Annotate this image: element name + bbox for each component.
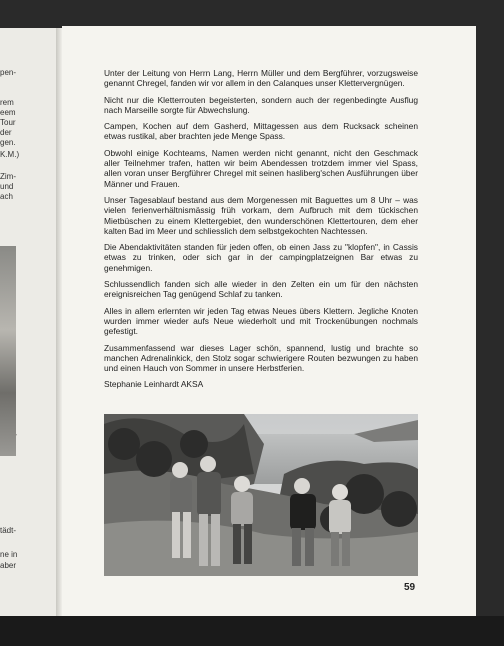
left-page-text-fragment: ne in bbox=[0, 550, 18, 559]
left-page-text-fragment: eem bbox=[0, 108, 16, 117]
left-page-text-fragment: und bbox=[0, 182, 14, 191]
author-signature: Stephanie Leinhardt AKSA bbox=[104, 379, 204, 390]
left-page-text-fragment: ach bbox=[0, 192, 13, 201]
left-page-text-fragment: K.M.) bbox=[0, 150, 20, 159]
paragraph-9: Zusammenfassend war dieses Lager schön, spannend, lustig und brachte so manchen Adrenalinkick, den Stolz sogar schwierigere Routen bezwungen zu haben und einen Hauch von Sommer in unsere Herbstferien. bbox=[104, 342, 418, 374]
paragraph-3: Campen, Kochen auf dem Gasherd, Mittagessen aus dem Rucksack scheinen etwas rustikal, aber brachten jede Menge Spass. bbox=[104, 121, 418, 142]
background-shadow bbox=[0, 616, 504, 646]
left-page-text-fragment: pen- bbox=[0, 68, 17, 77]
paragraph-7: Schlussendlich fanden sich alle wieder in den Zelten ein um für den nächsten ereignisreichen Tag genügend Schlaf zu tanken. bbox=[104, 279, 418, 300]
paragraph-1: Unter der Leitung von Herrn Lang, Herrn Müller und dem Bergführer, vorzugsweise genannt Chregel, fanden wir vor allem in den Calanques unser Klettervergnügen. bbox=[104, 68, 418, 89]
left-page-photo-edge bbox=[0, 246, 16, 456]
left-page-text-fragment: Tour bbox=[0, 118, 16, 127]
right-page bbox=[62, 26, 476, 618]
paragraph-2: Nicht nur die Kletterrouten begeisterten, sondern auch der regenbedingte Ausflug nach Marseille sorgte für Abwechslung. bbox=[104, 94, 418, 115]
left-page-fragment bbox=[0, 28, 58, 616]
page-number: 59 bbox=[404, 582, 416, 593]
group-photo-image bbox=[104, 414, 418, 576]
group-photo bbox=[104, 414, 418, 576]
left-page-text-fragment: der bbox=[0, 128, 12, 137]
paragraph-8: Alles in allem erlernten wir jeden Tag etwas Neues übers Klettern. Jegliche Knoten wurden immer wieder aufs Neue wiederholt und mit Trockenübungen nochmals gefestigt. bbox=[104, 305, 418, 337]
left-page-text-fragment: rem bbox=[0, 98, 14, 107]
left-page-text-fragment: tädt- bbox=[0, 526, 17, 535]
left-page-text-fragment: gen. bbox=[0, 138, 16, 147]
left-page-text-fragment: Zim- bbox=[0, 172, 16, 181]
article-body bbox=[104, 68, 418, 396]
paragraph-5: Unser Tagesablauf bestand aus dem Morgenessen mit Baguettes um 8 Uhr – was vielen ferienverhältnismässig früh vorkam, dem Aufbruch mit dem tückischen Mietbüschen zu einem Klettergebiet, den wunderschönen Klettertouren, dem eher kalten Bad im Meer und schliesslich dem selbstgekochten Nachtessen. bbox=[104, 194, 418, 236]
left-page-text-fragment: aber bbox=[0, 561, 17, 570]
paragraph-6: Die Abendaktivitäten standen für jeden offen, ob einen Jass zu "klopfen", in Cassis etwas zu trinken, oder sich gar in der campingplatzeignen Bar etwas zu genehmigen. bbox=[104, 242, 418, 273]
paragraph-4: Obwohl einige Kochteams, Namen werden nicht genannt, nicht den Geschmack aller Teilnehmer trafen, hatten wir beim Abendessen trotzdem immer viel Spass, allen voran unser Bergführer Chregel mit seinen hasliberg'schen Ausführungen über Männer und Frauen. bbox=[104, 147, 418, 189]
